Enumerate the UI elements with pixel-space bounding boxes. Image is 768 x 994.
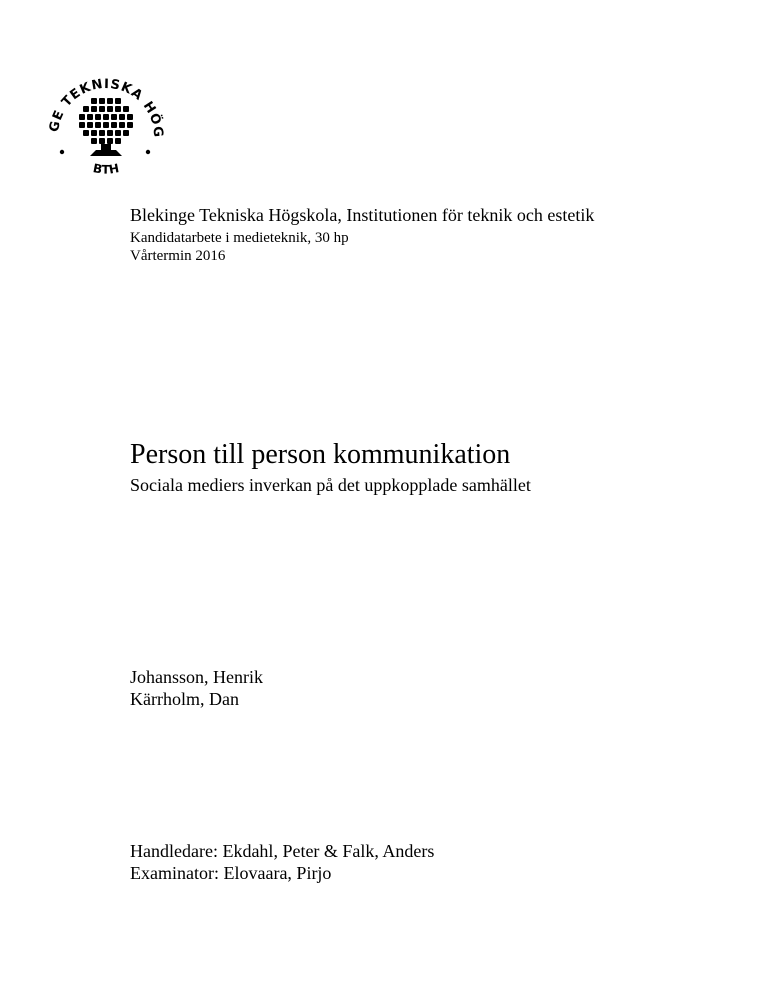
author-name: Johansson, Henrik (130, 667, 263, 687)
svg-text:BLEKINGE TEKNISKA HÖGSKOLA: GE TEKNISKA HÖG (46, 76, 166, 139)
thesis-title: Person till person kommunikation (130, 439, 511, 470)
author-name: Kärrholm, Dan (130, 689, 239, 709)
supervisors-line: Handledare: Ekdahl, Peter & Falk, Anders (130, 841, 435, 861)
term-line: Vårtermin 2016 (130, 248, 226, 264)
examiner-line: Examinator: Elovaara, Pirjo (130, 863, 332, 883)
bth-seal-icon (40, 58, 172, 188)
institution-line: Blekinge Tekniska Högskola, Institutionen för teknik och estetik (130, 205, 595, 225)
bth-logo (40, 58, 172, 188)
svg-text:BTH: BTH (91, 161, 121, 177)
thesis-subtitle: Sociala mediers inverkan på det uppkopplade samhället (130, 475, 531, 495)
course-line: Kandidatarbete i medieteknik, 30 hp (130, 230, 349, 246)
